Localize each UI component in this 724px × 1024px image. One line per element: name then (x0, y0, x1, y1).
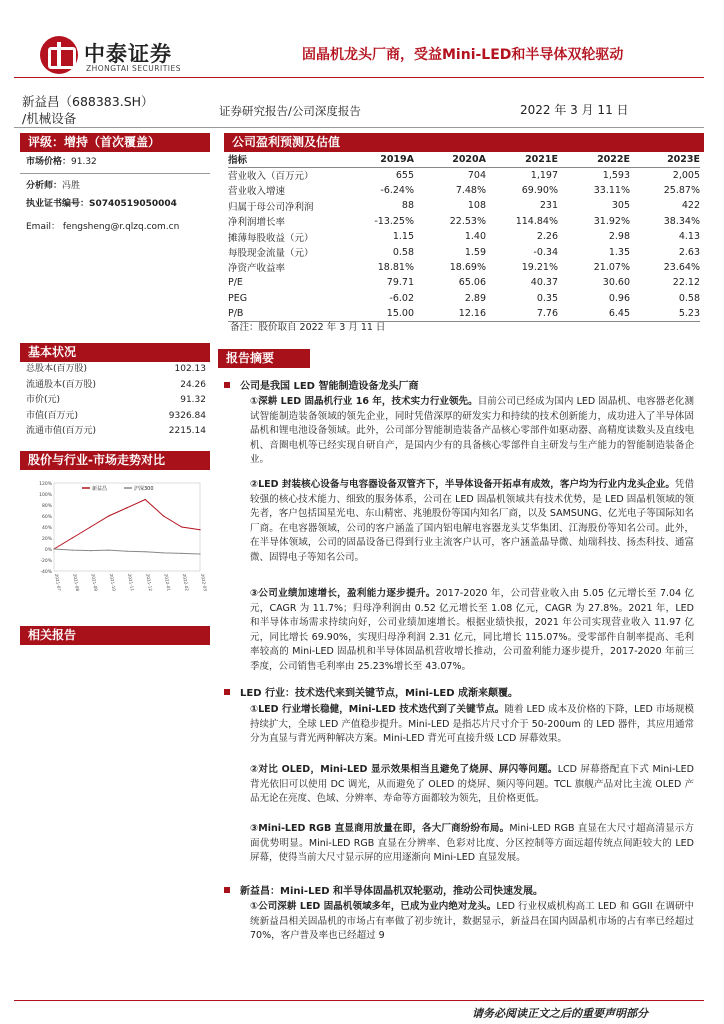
forecast-header: 公司盈利预测及估值 (224, 133, 704, 152)
license-number: 执业证书编号：S0740519050004 (26, 199, 177, 209)
sector-label: /机械设备 (22, 111, 77, 126)
table-row: 营业收入增速 -6.24% 7.48% 69.90% 33.11% 25.87% (228, 184, 700, 198)
paragraph: ③Mini-LED RGB 直显商用放量在即，各大厂商纷纷布局。Mini-LED RGB 直显在大尺寸超高清显示方面优势明显。Mini-LED RGB 直显在分辨率、色彩对比度、分区控制等方面远超传统点间距较大的 LED 屏幕，使得当前大尺寸显示屏的应用逐渐向 Mini-LED 直显发展。 (250, 823, 694, 863)
table-row: 每股现金流量（元） 0.58 1.59 -0.34 1.35 2.63 (228, 246, 700, 260)
plot-area (54, 483, 200, 571)
table-note: 备注：股价取自 2022 年 3 月 11 日 (230, 322, 386, 333)
basic-row: 市价(元) 91.32 (26, 395, 206, 405)
data-point (163, 515, 164, 516)
data-point (108, 515, 109, 516)
paragraph: ①深耕 LED 固晶机行业 16 年，技术实力行业领先。目前公司已经成为国内 LED 固晶机、电容器老化测试智能制造装备领域的领先企业，同时凭借深厚的研发实力和持续的技术创新能力，成功进入了半导体固晶机和锂电池设备领域。此外，公司部分智能制造装备产品核心零部件如驱动器、高精度读数头及直线电机、音圈电机等已经实现自研自产，是国内少有的具备核心零部件自主研发与生产能力的智能制造装备企业。 (250, 396, 694, 465)
x-tick-label: 2021-07 (54, 573, 62, 592)
analyst-email[interactable]: Email： fengsheng@r.qlzq.com.cn (26, 222, 180, 232)
table-row: 归属于母公司净利润 88 108 231 305 422 (228, 200, 700, 213)
market-price: 市场价格：91.32 (26, 157, 97, 167)
basic-row: 流通市值(百万元) 2215.14 (26, 426, 206, 436)
stock-code: 新益昌（688383.SH） (22, 94, 154, 109)
y-tick-label: 20% (41, 537, 52, 542)
section-heading: LED 行业：技术迭代来到关键节点，Mini-LED 成渐来颠覆。 (224, 684, 518, 699)
x-tick-label: 2022-02 (181, 573, 190, 592)
basic-row: 流通股本(百万股) 24.26 (26, 380, 206, 390)
report-title: 固晶机龙头厂商，受益Mini-LED和半导体双轮驱动 (302, 47, 624, 63)
data-point (126, 507, 127, 508)
y-tick-label: 100% (39, 493, 52, 498)
related-reports-header: 相关报告 (20, 626, 210, 645)
x-tick-label: 2022-01 (163, 573, 172, 592)
basic-row: 总股本(百万股) 102.13 (26, 364, 206, 374)
data-point (145, 551, 146, 552)
legend-label: 沪深300 (134, 486, 154, 492)
company-logo (40, 36, 78, 74)
table-row: P/E 79.71 65.06 40.37 30.60 22.12 (228, 277, 700, 289)
stock-performance-chart (32, 479, 208, 592)
header-divider (14, 77, 704, 78)
data-point (126, 551, 127, 552)
data-point (90, 526, 91, 527)
y-tick-label: 40% (41, 526, 52, 531)
table-row: 净资产收益率 18.81% 18.69% 19.21% 21.07% 23.64% (228, 261, 700, 275)
x-tick-label: 2022-03 (200, 573, 208, 592)
report-type: 证券研究报告/公司深度报告 (219, 104, 361, 118)
section-heading: 公司是我国 LED 智能制造设备龙头厂商 (224, 377, 418, 392)
disclaimer: 请务必阅读正文之后的重要声明部分 (472, 1007, 648, 1020)
x-tick-label: 2021-10 (108, 573, 117, 592)
series-line-0 (54, 500, 200, 550)
divider (20, 173, 210, 174)
data-point (199, 529, 200, 530)
x-tick-label: 2021-09 (90, 573, 99, 592)
section-heading: 新益昌：Mini-LED 和半导体固晶机双轮驱动，推动公司快速发展。 (224, 882, 543, 897)
logo-text-cn: 中泰证券 (84, 42, 172, 66)
data-point (90, 550, 91, 551)
divider (14, 127, 704, 128)
logo-text-en: ZHONGTAI SECURITIES (86, 64, 182, 73)
y-tick-label: 80% (41, 504, 52, 509)
data-point (181, 526, 182, 527)
analyst-name: 分析师：冯胜 (26, 181, 81, 191)
paragraph: ③公司业绩加速增长，盈利能力逐步提升。2017-2020 年，公司营业收入由 5.05 亿元增长至 7.04 亿元，CAGR 为 11.7%；归母净利润由 0.52 亿元增长至 1.08 亿元，CAGR 为 27.8%。2021 年，LED 和半导体市场需求持续向好，公司业绩加速增长。根据业绩快报，2021 年公司实现营业收入 11.97 亿元，同比增长 69.90%，实现归母净利润 2.31 亿元，同比增长 115.07%。受零部件自制率提高、毛利率较高的 Mini-LED 固晶机和半导体固晶机营收增长推动，公司盈利能力逐步提升，2017-2020 年前三季度，公司销售毛利率由 25.23%增长至 43.07%。 (250, 588, 695, 672)
data-point (72, 537, 73, 538)
paragraph: ②LED 封装核心设备与电容器设备双管齐下，半导体设备开拓卓有成效，客户均为行业内龙头企业。凭借较强的核心技术能力、细致的服务体系，公司在 LED 固晶机领域共有技术优势，是 LED 固晶机领域的领先者，客户包括国星光电、东山精密、兆驰股份等国内知名厂商，以及 SAMSUNG、亿光电子等国际知名厂商。在电容器领域，公司的客户涵盖了国内铝电解电容器龙头艾华集团、江海股份等知名公司。此外，在半导体领域，公司的固晶设备已得到行业主流客户认可，客户涵盖晶导微、灿瑞科技、扬杰科技、通富微、固锝电子等知名公司。 (250, 479, 694, 563)
basic-row: 市值(百万元) 9326.84 (26, 411, 206, 421)
data-point (108, 550, 109, 551)
data-point (72, 550, 73, 551)
table-row: 净利润增长率 -13.25% 22.53% 114.84% 31.92% 38.34% (228, 215, 700, 229)
legend-label: 新益昌 (92, 486, 108, 492)
table-row: 摊薄每股收益（元） 1.15 1.40 2.26 2.98 4.13 (228, 231, 700, 244)
forecast-table (228, 152, 700, 322)
y-tick-label: -40% (40, 570, 52, 575)
data-point (199, 553, 200, 554)
x-tick-label: 2021-08 (72, 573, 81, 592)
x-tick-label: 2021-12 (145, 573, 154, 592)
summary-header: 报告摘要 (218, 349, 310, 368)
data-point (181, 553, 182, 554)
y-tick-label: 60% (41, 515, 52, 520)
paragraph: ②对比 OLED，Mini-LED 显示效果相当且避免了烧屏、屏闪等问题。LCD 屏幕搭配直下式 Mini-LED 背光依旧可以使用 DC 调光，从而避免了 OLED 的烧屏、频闪等问题。TCL 旗舰产品对比主流 OLED 产品无论在亮度、色域、分辨率、寿命等方面都较为领先，且价格更低。 (250, 764, 694, 804)
data-point (163, 552, 164, 553)
paragraph: ①LED 行业增长稳健，Mini-LED 技术迭代到了关键节点。随着 LED 成本及价格的下降，LED 市场规模持续扩大，全球 LED 产值稳步提升。Mini-LED 是指芯片尺寸介于 50-200um 的 LED 器件，其应用通常分为直显与背光两种解决方案。Mini-LED 背光可直接升级 LCD 屏幕效果。 (250, 704, 694, 744)
y-tick-label: 120% (39, 482, 52, 487)
report-date: 2022 年 3 月 11 日 (520, 103, 629, 117)
footer-divider (14, 1000, 704, 1001)
y-tick-label: 0% (44, 548, 52, 553)
data-point (145, 499, 146, 500)
table-row: 营业收入（百万元） 655 704 1,197 1,593 2,005 (228, 169, 700, 183)
rating-header: 评级：增持（首次覆盖） (20, 133, 210, 152)
table-row: P/B 15.00 12.16 7.76 6.45 5.23 (228, 306, 700, 321)
table-row: PEG -6.02 2.89 0.35 0.96 0.58 (228, 292, 700, 304)
x-tick-label: 2021-11 (127, 573, 135, 592)
paragraph: ①公司深耕 LED 固晶机领域多年，已成为业内绝对龙头。LED 行业权威机构高工 LED 和 GGII 在调研中统新益昌相关固晶机的市场占有率做了初步统计，数据显示，新益昌在国内固晶机市场的占有率已经超过 70%，客户普及率也已经超过 9 (250, 901, 694, 941)
table-header-row: 指标 2019A 2020A 2021E 2022E 2023E (228, 153, 700, 167)
y-tick-label: -20% (40, 559, 52, 564)
performance-header: 股价与行业-市场走势对比 (20, 451, 210, 470)
data-point (53, 548, 54, 549)
basic-info-header: 基本状况 (20, 343, 210, 362)
